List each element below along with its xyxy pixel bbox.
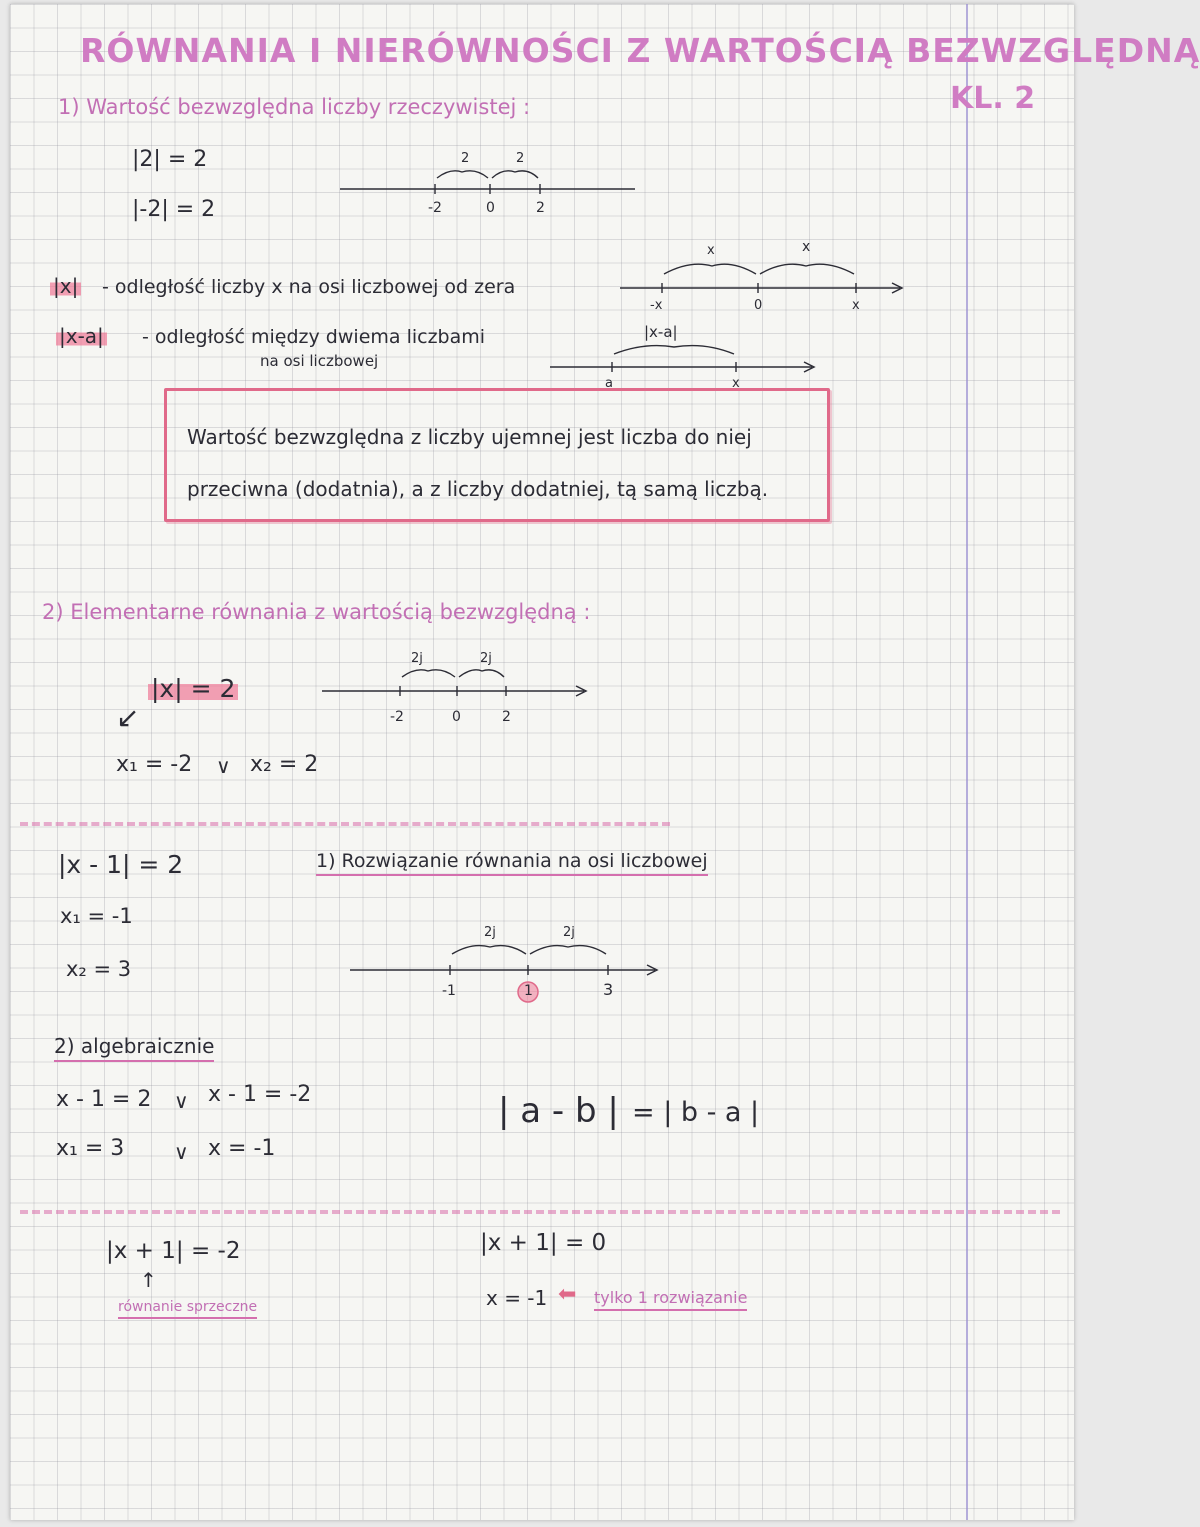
method-number-line-text: 1) Rozwiązanie równania na osi liczbowej [316, 850, 708, 876]
def-diff-symbol [56, 326, 107, 346]
equation-abs-x-plus-1-zero: |x + 1| = 0 [480, 1230, 607, 1256]
notebook-page [10, 4, 1200, 1520]
axis1-tick-neg2: -2 [428, 200, 442, 216]
equation-abs-x-minus-1: |x - 1| = 2 [58, 850, 184, 879]
method-algebraic-text: 2) algebraicznie [54, 1034, 214, 1062]
example-abs-neg2: |-2| = 2 [132, 197, 216, 222]
axis1-tick-2: 2 [536, 200, 545, 216]
solution-x1: x₁ = -2 [116, 752, 193, 777]
divider-1 [20, 822, 670, 826]
arrow-left-icon: ⬅ [558, 1282, 577, 1307]
definition-box-line1: Wartość bezwzględna z liczby ujemnej jest liczba do niej [187, 425, 752, 449]
solution-x2: x₂ = 2 [250, 752, 319, 777]
axis5-brace-left: 2j [484, 925, 496, 940]
number-line-2 [620, 244, 910, 314]
page-title: RÓWNANIA I NIERÓWNOŚCI Z WARTOŚCIĄ BEZWZGLĘDNĄ [80, 31, 1200, 70]
margin-line [966, 4, 968, 1520]
alg-sol-x: x = -1 [208, 1136, 276, 1161]
eq2-x1: x₁ = -1 [60, 904, 133, 928]
identity-left: | a - b | [498, 1091, 619, 1131]
section1-heading: 1) Wartość bezwzględna liczby rzeczywistej : [58, 95, 531, 119]
def-abs-symbol [50, 276, 81, 296]
def-abs-text: - odległość liczby x na osi liczbowej od zera [102, 276, 516, 298]
identity-right: = | b - a | [632, 1097, 760, 1128]
axis2-brace-left: x [707, 243, 715, 258]
eq2-x2: x₂ = 3 [66, 957, 132, 981]
axis4-brace-right: 2j [480, 651, 492, 666]
number-line-3 [550, 334, 820, 384]
axis5-tick-neg1: -1 [442, 983, 456, 999]
divider-2 [20, 1210, 1060, 1214]
eq4-note-text: tylko 1 rozwiązanie [594, 1288, 747, 1311]
solution-or: ∨ [216, 754, 231, 778]
def-diff-text-line2: na osi liczbowej [260, 352, 379, 370]
axis3-tick-x: x [732, 376, 740, 391]
axis2-tick-0: 0 [754, 298, 763, 313]
eq3-note [118, 1300, 257, 1314]
definition-box [164, 388, 830, 522]
equation-abs-x-2-text: |x| = 2 [148, 674, 238, 703]
equation-abs-x-2 [148, 676, 238, 701]
alg-or-1: ∨ [174, 1089, 189, 1113]
number-line-5 [350, 922, 670, 1002]
equation-abs-x-plus-1-neg2: |x + 1| = -2 [106, 1238, 241, 1264]
alg-or-2: ∨ [174, 1140, 189, 1164]
definition-box-line2: przeciwna (dodatnia), a z liczby dodatniej, tą samą liczbą. [187, 477, 769, 501]
axis5-brace-right: 2j [563, 925, 575, 940]
axis5-tick-3: 3 [603, 980, 614, 999]
number-line-4 [322, 649, 592, 709]
def-diff-text: - odległość między dwiema liczbami [142, 326, 486, 348]
axis2-tick-x: x [852, 298, 860, 313]
method-algebraic [54, 1036, 214, 1056]
axis5-tick-1: 1 [524, 983, 533, 999]
class-label: KL. 2 [950, 81, 1036, 116]
method-number-line [316, 852, 708, 871]
alg-eq-minus: x - 1 = -2 [208, 1082, 312, 1107]
axis2-tick-negx: -x [650, 298, 663, 313]
example-abs-2: |2| = 2 [132, 147, 208, 172]
axis4-brace-left: 2j [411, 651, 423, 666]
axis4-tick-2: 2 [502, 709, 511, 725]
arrow-up-icon: ↑ [140, 1268, 157, 1292]
axis3-tick-a: a [605, 376, 613, 391]
arrow-down-left-icon: ↙ [116, 701, 140, 734]
def-diff-symbol-text: |x-a| [56, 324, 107, 348]
def-abs-symbol-text: |x| [50, 274, 81, 298]
alg-eq-plus: x - 1 = 2 [56, 1087, 152, 1112]
eq4-solution: x = -1 [486, 1286, 548, 1310]
axis4-tick-0: 0 [452, 709, 461, 725]
axis3-brace-label: |x-a| [644, 323, 678, 341]
axis2-brace-right: x [802, 239, 811, 255]
axis1-tick-0: 0 [486, 200, 495, 216]
axis1-brace-left: 2 [461, 151, 470, 166]
eq4-note [594, 1290, 747, 1306]
axis4-tick-neg2: -2 [390, 709, 404, 725]
axis1-brace-right: 2 [516, 151, 525, 166]
alg-sol-x1: x₁ = 3 [56, 1136, 125, 1161]
section2-heading: 2) Elementarne równania z wartością bezwzględną : [42, 600, 591, 624]
eq3-note-text: równanie sprzeczne [118, 1299, 257, 1319]
